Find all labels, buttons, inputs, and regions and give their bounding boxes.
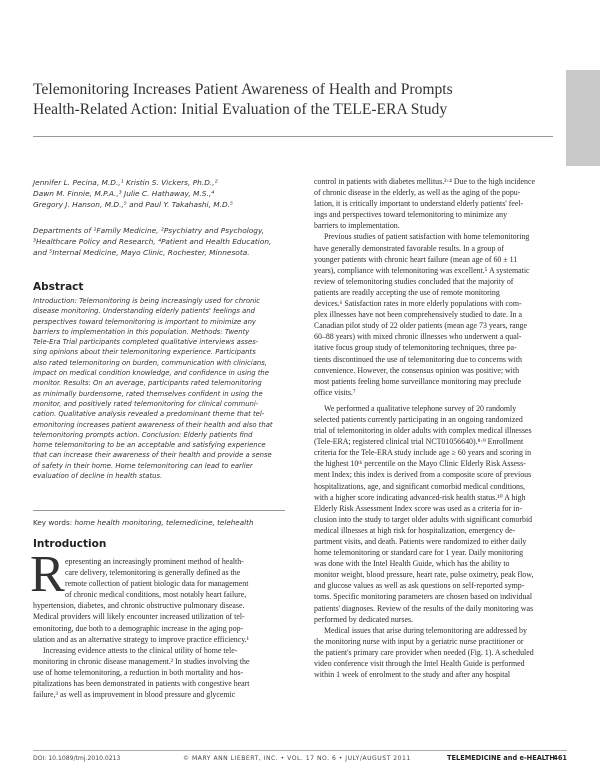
body-line: partment visits, and death. Patients were randomized to either daily xyxy=(314,537,527,546)
abstract-line: barriers to implementation in this population. Methods: Twenty xyxy=(33,327,250,336)
body-line: control in patients with diabetes mellitus.²·⁴ Due to the high incidence xyxy=(314,177,535,186)
body-line: clusion into the study to target older adults with significant comorbid xyxy=(314,514,533,524)
body-line: lation, it is critically important to understand elderly patients' feel- xyxy=(314,199,524,209)
abstract-line: perspectives toward telemonitoring is important to minimize any xyxy=(33,317,256,326)
abstract-line: sing opinions about their telemonitoring experience. Participants xyxy=(33,348,256,357)
abstract-heading: Abstract xyxy=(33,281,84,293)
abstract-divider xyxy=(33,510,285,511)
abstract-line: home telemonitoring to be an acceptable and satisfying experience xyxy=(33,441,266,450)
footer-divider xyxy=(33,750,567,751)
body-line: emonitoring, due both to a demographic increase in the aging pop- xyxy=(33,623,244,633)
publisher-info: © MARY ANN LIEBERT, INC. • VOL. 17 NO. 6 • JULY/AUGUST 2011 xyxy=(183,755,411,762)
body-line: ings and perspectives toward telemonitoring to minimize any xyxy=(314,210,508,220)
body-line: trial of telemonitoring in older adults with complex medical illnesses xyxy=(314,426,532,436)
abstract-line: telemonitoring prompts action. Conclusion: Elderly patients find xyxy=(33,430,253,439)
body-line: Elderly Risk Assessment Index score was used as a criteria for in- xyxy=(314,503,522,513)
body-line: remote collection of patient biologic data for management xyxy=(65,579,249,589)
author-line: Dawn M. Finnie, M.P.A.,³ Julie C. Hathaway, M.S.,⁴ xyxy=(33,189,215,199)
page-number: 461 xyxy=(553,754,567,762)
journal-name: TELEMEDICINE and e-HEALTH xyxy=(447,754,555,762)
body-line: We performed a qualitative telephone survey of 20 randomly xyxy=(324,403,517,413)
author-line: Gregory J. Hanson, M.D.,⁵ and Paul Y. Takahashi, M.D.⁵ xyxy=(33,200,234,210)
body-line: selected patients currently participating in an ongoing randomized xyxy=(314,414,523,424)
body-line: home telemonitoring or standard care for 1 year. Daily monitoring xyxy=(314,548,524,558)
body-line: office visits.⁷ xyxy=(314,387,356,397)
abstract-line: disease monitoring. Understanding elderly patients' feelings and xyxy=(33,307,255,316)
author-line: Jennifer L. Pecina, M.D.,¹ Kristin S. Vickers, Ph.D.,² xyxy=(33,178,218,187)
abstract-line: evaluation of decline in health status. xyxy=(33,472,163,481)
body-line: criteria for the Tele-ERA study include age ≥ 60 years and scoring in xyxy=(314,448,532,458)
abstract-line: of safety in their home. Home telemonitoring can lead to earlier xyxy=(33,461,253,470)
body-line: Medical providers will likely encounter increased utilization of tel- xyxy=(33,612,245,622)
affiliations xyxy=(33,225,283,259)
body-line: Increasing evidence attests to the clinical utility of home tele- xyxy=(43,645,238,655)
body-line: and glucose values as well as ask questions on self-reported symp- xyxy=(314,581,525,591)
body-line: 60–88 years) with mixed chronic illnesses who underwent a qual- xyxy=(314,332,522,342)
body-line: years), compliance with telemonitoring was excellent.⁵ A systematic xyxy=(314,265,530,275)
affiliation-line: Departments of ¹Family Medicine, ²Psychiatry and Psychology, xyxy=(33,226,265,235)
title-line: Telemonitoring Increases Patient Awareness of Health and Prompts xyxy=(33,81,453,98)
body-line: review of telemonitoring studies concluded that the majority of xyxy=(314,276,514,286)
body-line: Medical issues that arise during telemonitoring are addressed by xyxy=(324,625,527,635)
keywords xyxy=(33,518,285,527)
abstract-line: impact on medical condition knowledge, and confidence in using the xyxy=(33,369,269,378)
abstract-line: emonitoring increases patient awareness of their health and also that xyxy=(33,420,273,429)
body-line: monitor weight, blood pressure, heart rate, pulse oximetry, peak flow, xyxy=(314,570,534,580)
body-line: with a higher score indicating advanced-risk health status.¹⁰ A high xyxy=(314,492,526,502)
body-line: the highest 10ᵗʰ percentile on the Mayo Clinic Elderly Risk Assess- xyxy=(314,459,526,469)
body-line: toms. Specific monitoring parameters are chosen based on individual xyxy=(314,592,533,602)
body-line: pitalizations has been demonstrated in patients with congestive heart xyxy=(33,679,250,689)
introduction-heading: Introduction xyxy=(33,538,107,550)
introduction-body xyxy=(33,556,286,700)
doi-text: DOI: 10.1089/tmj.2010.0213 xyxy=(33,755,121,762)
body-line: within 1 week of enrolment to the study and after any hospital xyxy=(314,670,511,680)
body-line: care delivery, telemonitoring is generally defined as the xyxy=(65,568,241,578)
body-line: of chronic disease in the elderly, as well as the aging of the popu- xyxy=(314,188,521,198)
body-line: medical illnesses at high risk for hospitalization, emergency de- xyxy=(314,525,516,535)
author-list xyxy=(33,177,283,211)
body-line: the patient's primary care provider when needed (Fig. 1). A scheduled xyxy=(314,647,534,657)
abstract-line: that can increase their awareness of their health and provide a sense xyxy=(33,451,272,460)
body-line: was done with the Intel Health Guide, which has the ability to xyxy=(314,559,510,569)
article-title xyxy=(33,80,553,120)
body-line: younger patients with chronic heart failure (mean age of 60 ± 11 xyxy=(314,254,518,264)
title-line: Health-Related Action: Initial Evaluation of the TELE-ERA Study xyxy=(33,101,448,118)
abstract-line: also rated telemonitoring on burden, communication with clinicians, xyxy=(33,358,267,367)
body-line: have generally demonstrated favorable results. In a group of xyxy=(314,243,504,253)
abstract-line: cation. Qualitative analysis revealed a predominant theme that tel- xyxy=(33,410,265,419)
keywords-value: home health monitoring, telemedicine, telehealth xyxy=(74,518,254,527)
body-line: Canadian pilot study of 22 older patients (mean age 73 years, range xyxy=(314,321,527,331)
body-line: itative focus group study of telemonitoring techniques, three pa- xyxy=(314,343,517,353)
body-line: convenience. However, the consensus opinion was positive; with xyxy=(314,365,520,375)
abstract-line: Introduction: Telemonitoring is being increasingly used for chronic xyxy=(33,297,261,305)
abstract-line: Tele-Era Trial participants completed qualitative interviews asses- xyxy=(33,338,259,347)
body-line: hypertension, diabetes, and chronic obstructive pulmonary disease. xyxy=(33,601,245,611)
body-line: ulation and as an alternative strategy to improve practice efficiency.¹ xyxy=(33,634,249,644)
body-line: monitoring in chronic disease management.² In studies involving the xyxy=(33,656,250,666)
body-line: patients' diagnoses. Review of the results of the daily monitoring was xyxy=(314,603,534,613)
body-line: barriers to implementation. xyxy=(314,221,400,231)
body-line: most patients feeling home surveillance monitoring may preclude xyxy=(314,376,522,386)
body-line: failure,³ as well as improvement in blood pressure and glycemic xyxy=(33,690,236,700)
body-line: use of home telemonitoring, a reduction in both mortality and hos- xyxy=(33,667,244,677)
affiliation-line: and ⁵Internal Medicine, Mayo Clinic, Rochester, Minnesota. xyxy=(33,248,250,258)
right-column xyxy=(314,176,567,680)
body-line: (Tele-ERA; registered clinical trial NCT01056640).⁸·⁹ Enrollment xyxy=(314,437,524,447)
body-line: hospitalizations, age, and significant comorbid medical conditions, xyxy=(314,481,526,491)
body-line: video conference visit through the Intel Health Guide is performed xyxy=(314,659,525,669)
body-line: ment Index; this index is derived from a composite score of previous xyxy=(314,470,532,480)
drop-cap: R xyxy=(30,546,65,603)
body-line: tients discontinued the use of telemonitoring due to concerns with xyxy=(314,354,522,364)
abstract-line: monitor, and positively rated telemonitoring for clinical communi- xyxy=(33,399,259,408)
affiliation-line: ³Healthcare Policy and Research, ⁴Patient and Health Education, xyxy=(33,237,272,247)
body-line: the monitoring nurse with input by a geriatric nurse practitioner or xyxy=(314,636,524,646)
body-line: performed by dedicated nurses. xyxy=(314,614,414,624)
title-divider xyxy=(33,136,553,137)
keywords-label: Key words: xyxy=(33,518,73,527)
body-line: of chronic medical conditions, most notably heart failure, xyxy=(65,590,247,600)
body-line: patients are readily accepting the use of remote monitoring xyxy=(314,287,500,297)
section-tab xyxy=(566,70,600,166)
body-line: Previous studies of patient satisfaction with home telemonitoring xyxy=(324,232,530,242)
abstract-body xyxy=(33,296,285,481)
body-line: devices.⁶ Satisfaction rates in more elderly populations with com- xyxy=(314,299,522,309)
body-line: epresenting an increasingly prominent method of health- xyxy=(65,557,244,566)
body-line: plex illnesses have not been comprehensively studied to date. In a xyxy=(314,310,522,320)
abstract-line: as minimally burdensome, rated themselves confident in using the xyxy=(33,389,263,398)
abstract-line: monitor. Results: On an average, participants rated telemonitoring xyxy=(33,379,262,388)
